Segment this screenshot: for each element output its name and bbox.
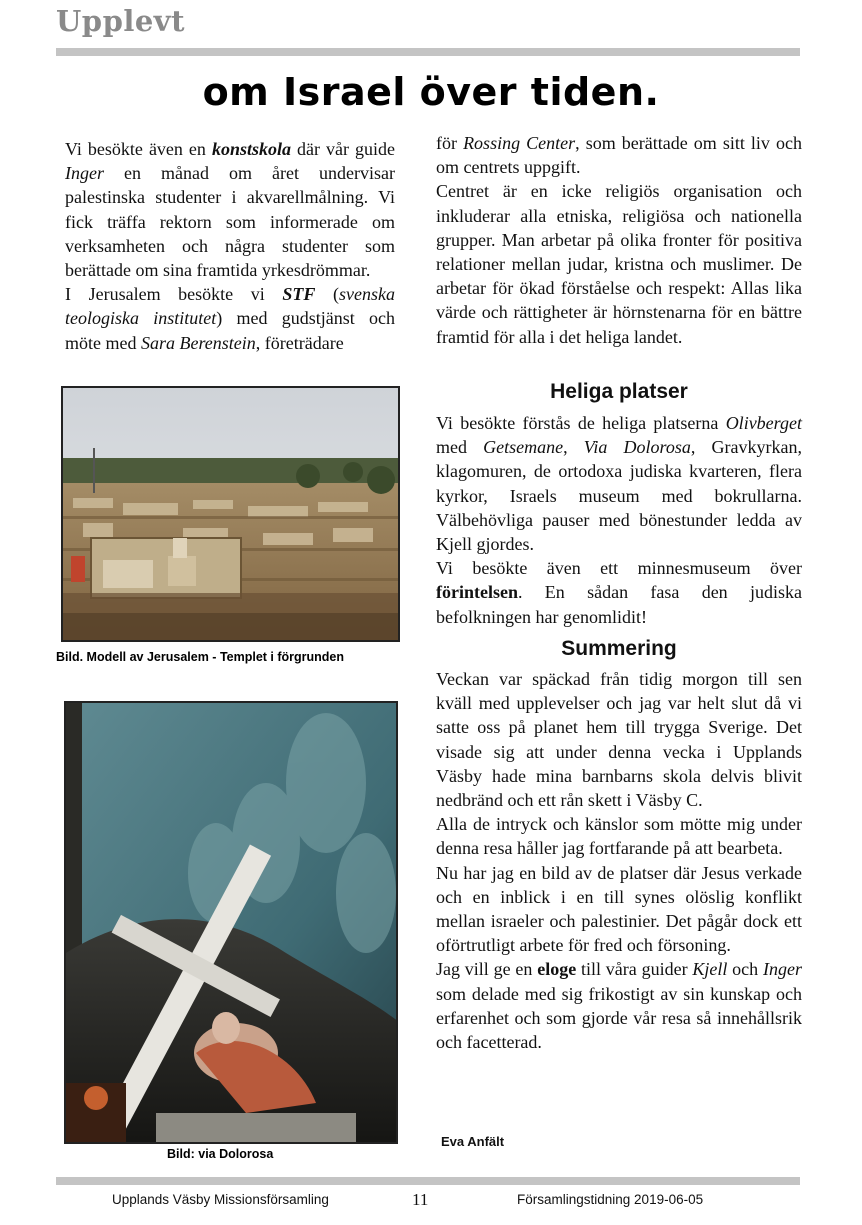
photo2-caption: Bild: via Dolorosa [167,1147,274,1161]
text-run: , [563,437,584,458]
emphasis-text: Rossing Center [463,133,576,153]
emphasis-text: Via Dolorosa [583,437,691,458]
jerusalem-model-image [63,388,400,642]
text-run: för [436,133,464,153]
text-run: med [436,437,484,458]
paragraph [436,131,802,179]
text-run: som delade med sig frikostigt av sin kunskap och erfarenhet och som gjorde vår resa så innehållsrik och facetterad. [436,983,802,1053]
section-title: Upplevt [56,4,186,38]
emphasis-text: eloge [537,959,577,980]
text-run: Vi besökte förstås de heliga platserna [436,413,726,433]
paragraph [436,861,802,958]
heading-heliga-platser: Heliga platser [550,380,688,403]
text-run: en månad om året undervisar palestinska studenter i akvarellmålning. Vi fick träffa rektorn som informerade om verksamheten och några studenter som berättade om sina framtida yrkesdrömmar. [65,163,395,281]
text-run: Centret är en icke religiös organisation och inkluderar alla etniska, religiösa och nationella grupper. Man arbetar på olika fronter för positiva relationer mellan judar, kristna och muslimer. De arbetar för ökad förståelse och respekt: Allas lika värde och rättigheter är hörnstenarna för en bättre framtid för alla i det heliga landet. [436,181,802,347]
text-run: där vår guide [290,139,395,159]
top-rule [56,48,800,56]
paragraph [65,282,395,355]
paragraph [436,957,802,1054]
text-run: och [727,959,763,980]
text-run: ( [315,284,340,305]
left-column [65,137,395,355]
bottom-rule [56,1177,800,1185]
text-run: Vi besökte även en [65,139,212,159]
paragraph [436,556,802,629]
paragraph [436,411,802,556]
text-run: Veckan var späckad från tidig morgon till sen kväll med upplevelser och jag var helt slut då vi satte oss på planet hem till trygga Sverige. Det visade sig att under denna vecka i Upplands Väsby hade mina barnbarns skola delvis blivit nedbränd och ett rån skett i Väsby C. [436,669,802,811]
text-run: ) med gudstjänst och möte med [65,308,395,353]
emphasis-text: svenska teologiska institutet [65,284,395,329]
emphasis-text: STF [282,284,316,305]
right-column-bottom [436,667,802,1054]
emphasis-text: konstskola [211,139,291,159]
emphasis-text: Olivberget [725,413,802,433]
text-run: Alla de intryck och känslor som mötte mig under denna resa håller jag fortfarande på att bearbeta. [436,814,802,859]
via-dolorosa-photo [64,701,398,1144]
text-run: Nu har jag en bild av de platser där Jesus verkade och en inblick i en till synes olöslig konflikt mellan israeler och palestinier. Det pågår dock ett oförtrutligt arbete för fred och försoning. [436,862,802,956]
emphasis-text: Inger [65,163,104,184]
text-run: , företrädare [255,332,344,353]
footer-publication: Församlingstidning 2019-06-05 [517,1192,704,1207]
emphasis-text: Getsemane [483,437,564,458]
emphasis-text: Inger [762,959,802,980]
via-dolorosa-image [66,703,398,1144]
footer-parish: Upplands Väsby Missionsförsamling [112,1192,329,1207]
text-run: Vi besökte även ett minnesmuseum över [436,558,802,579]
author-signature: Eva Anfält [441,1134,505,1149]
right-column-middle [436,411,802,629]
paragraph [436,179,802,348]
jerusalem-model-photo [61,386,400,642]
emphasis-text: förintelsen [436,582,518,603]
paragraph [436,667,802,812]
text-run: Jag vill ge en [436,959,538,980]
text-run: , som berättade om sitt liv och om centrets uppgift. [436,133,802,178]
right-column-top [436,131,802,349]
heading-summering: Summering [561,637,677,660]
text-run: , Gravkyrkan, klagomuren, de ortodoxa judiska kvarteren, flera kyrkor, Israels museum med bokrullarna. Välbehövliga pauser med bönestunder ledda av Kjell gjordes. [436,437,802,555]
text-run: till våra guider [576,959,693,980]
page-number: 11 [412,1190,429,1209]
emphasis-text: Kjell [692,959,728,980]
text-run: I Jerusalem besökte vi [65,284,283,305]
headline: om Israel över tiden. [202,70,660,114]
emphasis-text: Sara Berenstein [140,332,256,353]
photo1-caption: Bild. Modell av Jerusalem - Templet i förgrunden [56,650,345,664]
text-run: . En sådan fasa den judiska befolkningen har genomlidit! [436,582,802,627]
paragraph [436,812,802,860]
paragraph [65,137,395,282]
